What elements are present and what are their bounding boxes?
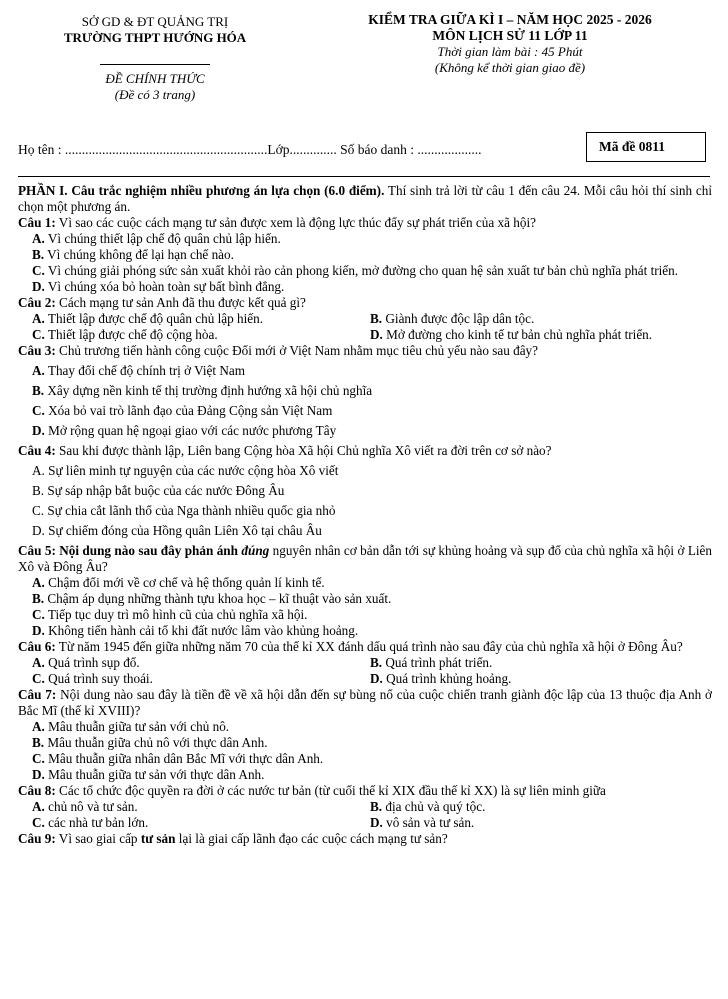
q1-option-d: D. Vì chúng xóa bỏ hoàn toàn sự bất bình đẳng.: [32, 279, 285, 294]
question-7: [18, 687, 712, 719]
exam-title: KIỂM TRA GIỮA KÌ I – NĂM HỌC 2025 - 2026: [368, 12, 652, 27]
q3-option-a: A. Thay đổi chế độ chính trị ở Việt Nam: [32, 363, 245, 378]
question-1: [18, 215, 712, 231]
question-number: Câu 2:: [18, 295, 56, 310]
question-number: Câu 4:: [18, 443, 56, 458]
q2-option-c: C. Thiết lập được chế độ cộng hòa.: [32, 327, 218, 342]
q8-options-row-2: [18, 815, 712, 831]
q5-option-a: A. Chậm đổi mới về cơ chế và hệ thống quản lí kinh tế.: [32, 575, 325, 590]
q4-option-d: D. Sự chiếm đóng của Hồng quân Liên Xô tại châu Âu: [32, 523, 322, 538]
header-rule: [18, 176, 710, 177]
question-text: Sau khi được thành lập, Liên bang Cộng hòa Xã hội Chủ nghĩa Xô viết ra đời trên cơ sở nào?: [55, 443, 552, 458]
q2-options-row-2: [18, 327, 712, 343]
part1-heading: [18, 183, 712, 215]
q8-option-d: D. vô sản và tư sản.: [370, 815, 475, 830]
question-number: Câu 1:: [18, 215, 56, 230]
question-6: [18, 639, 712, 655]
exam-code-box: [586, 132, 706, 162]
part1-title: PHẦN I. Câu trắc nghiệm nhiều phương án lựa chọn (6.0 điểm).: [18, 183, 385, 198]
q5-option-d: D. Không tiến hành cải tổ khi đất nước lâm vào khủng hoảng.: [32, 623, 359, 638]
school-name: TRƯỜNG THPT HƯỚNG HÓA: [63, 30, 247, 45]
q5-option-c: C. Tiếp tục duy trì mô hình cũ của chủ nghĩa xã hội.: [32, 607, 308, 622]
header-divider: [100, 64, 210, 65]
question-3: [18, 343, 712, 359]
q6-options-row-1: [18, 655, 712, 671]
header-right: [300, 12, 720, 76]
q8-options-row-1: [18, 799, 712, 815]
q3-option-b: B. Xây dựng nền kinh tế thị trường định hướng xã hội chủ nghĩa: [32, 383, 373, 398]
q6-options-row-2: [18, 671, 712, 687]
part1-instruction: Thí sinh trả lời từ câu 1 đến câu 24. Mỗi câu hỏi thí sinh chỉ chọn một phương án.: [18, 183, 713, 214]
q4-option-b: B. Sự sáp nhập bắt buộc của các nước Đông Âu: [32, 483, 285, 498]
q4-option-a: A. Sự liên minh tự nguyện của các nước cộng hòa Xô viết: [32, 463, 339, 478]
q1-option-a: A. Vì chúng thiết lập chế độ quân chủ lập hiến.: [32, 231, 281, 246]
q2-option-b: B. Giành được độc lập dân tộc.: [370, 311, 535, 326]
question-number: Câu 8:: [18, 783, 56, 798]
q6-option-a: A. Quá trình sụp đổ.: [32, 655, 140, 670]
q6-option-b: B. Quá trình phát triển.: [370, 655, 493, 670]
question-5: Câu 5: Nội dung nào sau đây phản ánh đúng nguyên nhân cơ bản dẫn tới sự khủng hoảng và sụp đổ của chủ nghĩa xã hội ở Liên Xô và Đông Âu?: [18, 543, 713, 574]
question-9: Câu 9: Vì sao giai cấp tư sản lại là giai cấp lãnh đạo các cuộc cách mạng tư sản?: [18, 831, 448, 846]
q3-option-d: D. Mở rộng quan hệ ngoại giao với các nước phương Tây: [32, 423, 337, 438]
q8-option-b: B. địa chủ và quý tộc.: [370, 799, 486, 814]
question-text: nguyên nhân cơ bản dẫn tới sự khủng hoảng và sụp đổ của chủ nghĩa xã hội ở Liên Xô và Đông Âu?: [18, 543, 713, 574]
q2-options-row-1: [18, 311, 712, 327]
q5-option-b: B. Chậm áp dụng những thành tựu khoa học – kĩ thuật vào sản xuất.: [32, 591, 392, 606]
question-2: [18, 295, 712, 311]
question-text: Nội dung nào sau đây là tiền đề về xã hội dẫn đến sự bùng nổ của cuộc chiến tranh giành độc lập của 13 thuộc địa Anh ở Bắc Mĩ (thế kỉ XVIII)?: [18, 687, 712, 718]
question-number: Câu 3:: [18, 343, 56, 358]
q3-option-c: C. Xóa bỏ vai trò lãnh đạo của Đảng Cộng sản Việt Nam: [32, 403, 333, 418]
department-name: SỞ GD & ĐT QUẢNG TRỊ: [81, 14, 229, 29]
q7-option-d: D. Mâu thuẫn giữa tư sản với thực dân Anh.: [32, 767, 265, 782]
q7-option-c: C. Mâu thuẫn giữa nhân dân Bắc Mĩ với thực dân Anh.: [32, 751, 324, 766]
q1-option-c: C. Vì chúng giải phóng sức sản xuất khỏi rào cản phong kiến, mở đường cho quan hệ sản xuất tư bản chủ nghĩa phát triển.: [32, 263, 679, 278]
time-limit: Thời gian làm bài : 45 Phút: [437, 44, 583, 59]
question-number: Câu 6:: [18, 639, 56, 654]
question-text: Chủ trương tiến hành công cuộc Đổi mới ở Việt Nam nhằm mục tiêu chủ yếu nào sau đây?: [55, 343, 538, 358]
question-number: Câu 9:: [18, 831, 56, 846]
q8-option-c: C. các nhà tư bản lớn.: [32, 815, 149, 830]
q6-option-c: C. Quá trình suy thoái.: [32, 671, 153, 686]
official-label: ĐỀ CHÍNH THỨC: [105, 71, 205, 86]
q7-option-a: A. Mâu thuẫn giữa tư sản với chủ nô.: [32, 719, 230, 734]
student-info-line: Họ tên : ............................................................Lớp.............. Số báo danh : ...................: [18, 142, 482, 157]
question-text: Vì sao các cuộc cách mạng tư sản được xem là động lực thúc đẩy sự phát triển của xã hội?: [55, 215, 536, 230]
question-number: Câu 7:: [18, 687, 57, 702]
exam-content: [18, 183, 712, 847]
question-number: Câu 5:: [18, 543, 56, 558]
q8-option-a: A. chủ nô và tư sản.: [32, 799, 138, 814]
page-count: (Đề có 3 trang): [114, 87, 196, 102]
time-note: (Không kể thời gian giao đề): [434, 60, 586, 75]
q2-option-d: D. Mở đường cho kinh tế tư bản chủ nghĩa phát triển.: [370, 327, 653, 342]
question-text: Từ năm 1945 đến giữa những năm 70 của thế kỉ XX đánh dấu quá trình nào sau đây của chủ nghĩa xã hội ở Đông Âu?: [55, 639, 683, 654]
q4-option-c: C. Sự chia cắt lãnh thổ của Nga thành nhiều quốc gia nhỏ: [32, 503, 336, 518]
question-text: Các tổ chức độc quyền ra đời ở các nước tư bản (từ cuối thế kỉ XIX đầu thế kỉ XX) là sự liên minh giữa: [55, 783, 606, 798]
q7-option-b: B. Mâu thuẫn giữa chủ nô với thực dân Anh.: [32, 735, 268, 750]
q1-option-b: B. Vì chúng không để lại hạn chế nào.: [32, 247, 234, 262]
question-8: [18, 783, 712, 799]
q2-option-a: A. Thiết lập được chế độ quân chủ lập hiến.: [32, 311, 264, 326]
q6-option-d: D. Quá trình khủng hoảng.: [370, 671, 512, 686]
question-4: [18, 443, 712, 459]
header-left: [30, 14, 280, 103]
exam-code: Mã đề 0811: [599, 139, 665, 154]
subject-title: MÔN LỊCH SỬ 11 LỚP 11: [432, 28, 588, 43]
question-text: Cách mạng tư sản Anh đã thu được kết quả gì?: [55, 295, 306, 310]
